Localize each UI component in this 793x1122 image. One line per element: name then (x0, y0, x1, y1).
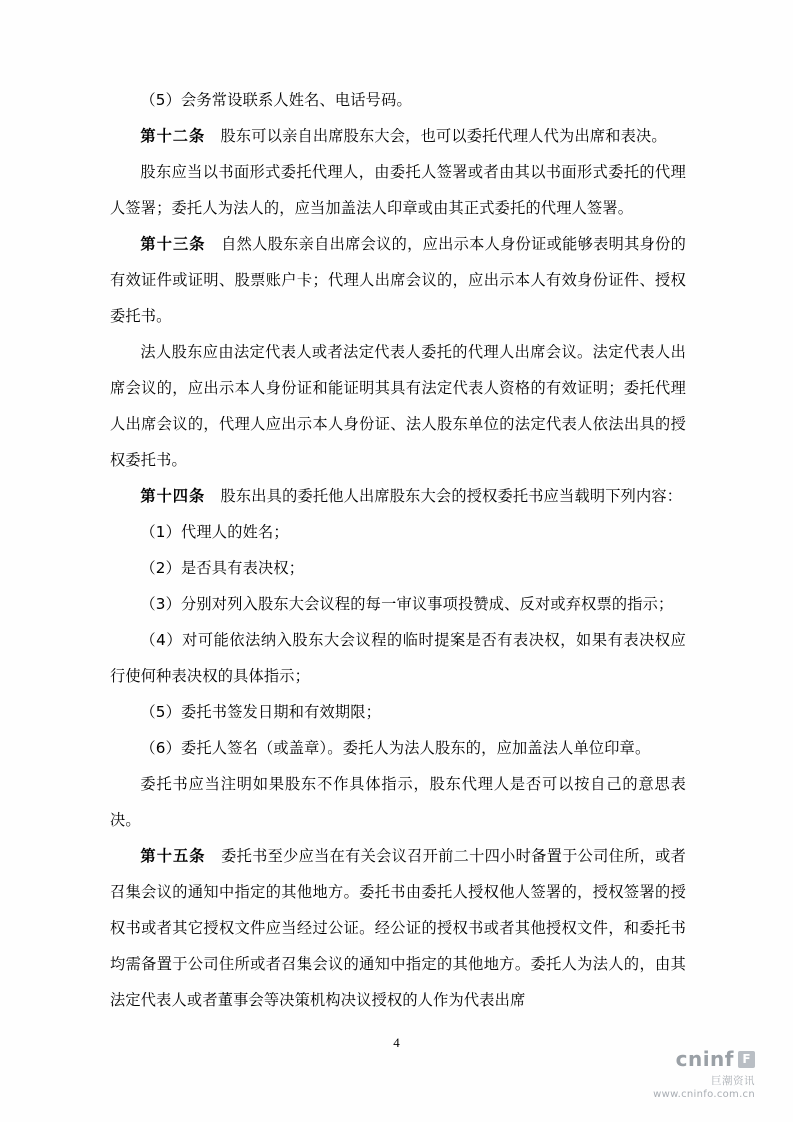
paragraph: （1）代理人的姓名； (140, 523, 289, 541)
article-label: 第十二条 (140, 127, 206, 145)
paragraph: 法人股东应由法定代表人或者法定代表人委托的代理人出席会议。法定代表人出席会议的，应出示本人身份证和能证明其具有法定代表人资格的有效证明；委托代理人出席会议的，代理人应出示本人身份证、法人股东单位的法定代表人依法出具的授权委托书。 (110, 343, 686, 469)
watermark-url: www.cninfo.com.cn (653, 1089, 755, 1100)
paragraph-text: 委托书至少应当在有关会议召开前二十四小时备置于公司住所，或者召集会议的通知中指定的其他地方。委托书由委托人授权他人签署的，授权签署的授权书或者其它授权文件应当经过公证。经公证的授权书或者其他授权文件，和委托书均需备置于公司住所或者召集会议的通知中指定的其他地方。委托人为法人的，由其法定代表人或者董事会等决策机构决议授权的人作为代表出席 (110, 847, 686, 1009)
article-label: 第十三条 (140, 235, 206, 253)
watermark-brand: cninf (675, 1047, 734, 1071)
watermark-mark-icon: F (738, 1051, 755, 1068)
paragraph: （5）委托书签发日期和有效期限； (140, 703, 382, 721)
paragraph-text: 股东可以亲自出席股东大会，也可以委托代理人代为出席和表决。 (205, 127, 667, 145)
paragraph (110, 478, 686, 514)
watermark (653, 1047, 755, 1100)
paragraph (110, 118, 686, 154)
document-body (110, 82, 686, 1018)
paragraph: （3）分别对列入股东大会议程的每一审议事项投赞成、反对或弃权票的指示； (140, 595, 674, 613)
paragraph: （6）委托人签名（或盖章）。委托人为法人股东的，应加盖法人单位印章。 (140, 739, 651, 757)
paragraph: （5）会务常设联系人姓名、电话号码。 (140, 91, 412, 109)
paragraph (110, 226, 686, 334)
article-label: 第十五条 (140, 847, 206, 865)
paragraph: 股东应当以书面形式委托代理人，由委托人签署或者由其以书面形式委托的代理人签署；委托人为法人的，应当加盖法人印章或由其正式委托的代理人签署。 (110, 163, 686, 217)
article-label: 第十四条 (140, 487, 206, 505)
paragraph: 委托书应当注明如果股东不作具体指示，股东代理人是否可以按自己的意思表决。 (110, 775, 686, 829)
paragraph (110, 838, 686, 1018)
paragraph-text: 自然人股东亲自出席会议的，应出示本人身份证或能够表明其身份的有效证件或证明、股票账户卡；代理人出席会议的，应出示本人有效身份证件、授权委托书。 (110, 235, 686, 325)
paragraph: （2）是否具有表决权； (140, 559, 305, 577)
watermark-chinese: 巨潮资讯 (711, 1075, 755, 1087)
watermark-logo (653, 1047, 755, 1071)
paragraph-text: 股东出具的委托他人出席股东大会的授权委托书应当载明下列内容： (205, 487, 683, 505)
page-number: 4 (393, 1035, 400, 1050)
paragraph: （4）对可能依法纳入股东大会议程的临时提案是否有表决权，如果有表决权应行使何种表决权的具体指示； (110, 631, 686, 685)
